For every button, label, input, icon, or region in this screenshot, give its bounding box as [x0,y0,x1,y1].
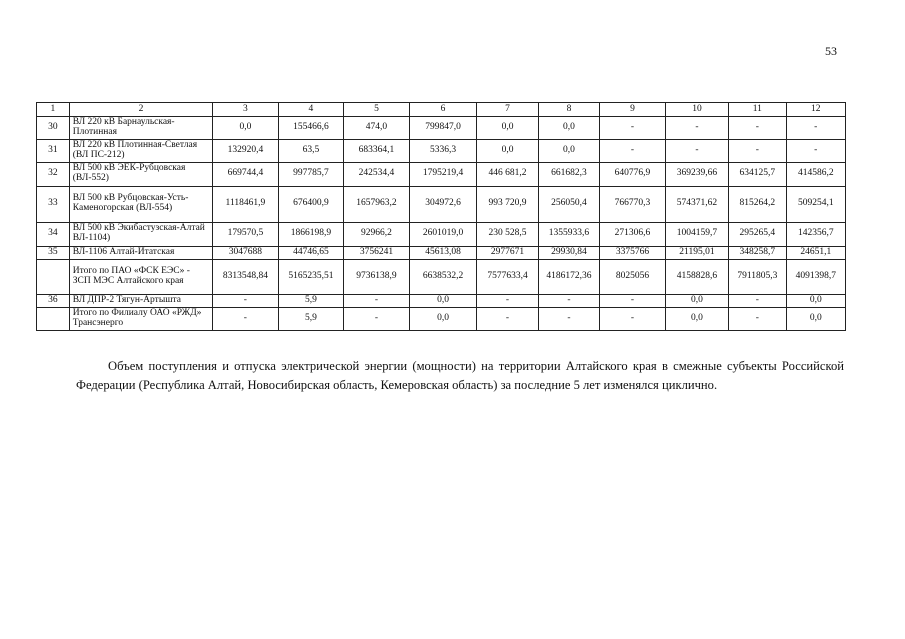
table-row [37,186,846,222]
row-number-cell: 31 [37,139,70,162]
value-cell: 4158828,6 [665,259,728,294]
row-number-cell: 35 [37,246,70,259]
value-cell: 1355933,6 [538,222,599,246]
value-cell: 993 720,9 [477,186,538,222]
table-row [37,246,846,259]
value-cell: 142356,7 [786,222,845,246]
value-cell: - [665,117,728,140]
value-cell: 640776,9 [600,162,666,186]
value-cell: 4091398,7 [786,259,845,294]
value-cell: 6638532,2 [409,259,477,294]
value-cell: 0,0 [786,307,845,330]
value-cell: 446 681,2 [477,162,538,186]
value-cell: - [786,139,845,162]
value-cell: 474,0 [344,117,410,140]
value-cell: 815264,2 [729,186,786,222]
row-name-cell: ВЛ 500 кВ Рубцовская-Усть-Каменогорская (ВЛ-554) [69,186,212,222]
page-number: 53 [825,44,837,58]
table-row [37,307,846,330]
value-cell: 8025056 [600,259,666,294]
row-name-cell: ВЛ 500 кВ Экибастузская-Алтай ВЛ-1104) [69,222,212,246]
value-cell: - [213,294,279,307]
table-row [37,294,846,307]
value-cell: 0,0 [665,294,728,307]
row-number-cell: 30 [37,117,70,140]
value-cell: - [729,294,786,307]
column-header: 3 [213,103,279,117]
value-cell: 9736138,9 [344,259,410,294]
value-cell: 8313548,84 [213,259,279,294]
value-cell: 661682,3 [538,162,599,186]
value-cell: 45613,08 [409,246,477,259]
value-cell: 179570,5 [213,222,279,246]
value-cell: - [600,117,666,140]
value-cell: 1795219,4 [409,162,477,186]
value-cell: - [786,117,845,140]
row-number-cell [37,259,70,294]
value-cell: 21195,01 [665,246,728,259]
row-name-cell: ВЛ 220 кВ Барнаульская-Плотинная [69,117,212,140]
value-cell: - [538,307,599,330]
value-cell: - [477,307,538,330]
value-cell: 683364,1 [344,139,410,162]
value-cell: - [344,307,410,330]
row-number-cell: 34 [37,222,70,246]
column-header: 7 [477,103,538,117]
value-cell: 509254,1 [786,186,845,222]
row-name-cell: Итого по Филиалу ОАО «РЖД» Трансэнерго [69,307,212,330]
value-cell: 766770,3 [600,186,666,222]
row-number-cell: 32 [37,162,70,186]
value-cell: 3375766 [600,246,666,259]
row-name-cell: ВЛ 220 кВ Плотинная-Светлая (ВЛ ПС-212) [69,139,212,162]
value-cell: 242534,4 [344,162,410,186]
value-cell: 997785,7 [278,162,344,186]
value-cell: 0,0 [665,307,728,330]
value-cell: - [213,307,279,330]
column-header: 12 [786,103,845,117]
value-cell: 0,0 [786,294,845,307]
column-header: 2 [69,103,212,117]
value-cell: - [600,307,666,330]
value-cell: 0,0 [538,117,599,140]
row-name-cell: ВЛ-1106 Алтай-Итатская [69,246,212,259]
value-cell: 295265,4 [729,222,786,246]
value-cell: 5,9 [278,294,344,307]
column-header: 1 [37,103,70,117]
value-cell: 5,9 [278,307,344,330]
value-cell: 669744,4 [213,162,279,186]
value-cell: 0,0 [213,117,279,140]
value-cell: 3047688 [213,246,279,259]
value-cell: 7577633,4 [477,259,538,294]
value-cell: - [729,139,786,162]
value-cell: 369239,66 [665,162,728,186]
row-number-cell [37,307,70,330]
value-cell: 304972,6 [409,186,477,222]
body-paragraph: Объем поступления и отпуска электрической энергии (мощности) на территории Алтайского края в смежные субъекты Российской Федерации (Республика Алтай, Новосибирская область, Кемеровская область) за последние 5 лет изменялся циклично. [76,359,844,392]
row-number-cell: 33 [37,186,70,222]
value-cell: - [729,307,786,330]
table-body [37,117,846,331]
value-cell: 132920,4 [213,139,279,162]
value-cell: 0,0 [477,139,538,162]
value-cell: 1004159,7 [665,222,728,246]
value-cell: 348258,7 [729,246,786,259]
row-name-cell: Итого по ПАО «ФСК ЕЭС» - ЗСП МЭС Алтайского края [69,259,212,294]
value-cell: 3756241 [344,246,410,259]
table-row [37,222,846,246]
table-row [37,162,846,186]
header-row [37,103,846,117]
value-cell: 0,0 [538,139,599,162]
row-name-cell: ВЛ 500 кВ ЭЕК-Рубцовская (ВЛ-552) [69,162,212,186]
value-cell: 414586,2 [786,162,845,186]
value-cell: 256050,4 [538,186,599,222]
column-header: 11 [729,103,786,117]
row-name-cell: ВЛ ДПР-2 Тягун-Артышта [69,294,212,307]
value-cell: 5336,3 [409,139,477,162]
value-cell: 44746,65 [278,246,344,259]
value-cell: 271306,6 [600,222,666,246]
row-number-cell: 36 [37,294,70,307]
value-cell: 676400,9 [278,186,344,222]
value-cell: 1866198,9 [278,222,344,246]
value-cell: 92966,2 [344,222,410,246]
value-cell: - [538,294,599,307]
value-cell: 2601019,0 [409,222,477,246]
value-cell: 155466,6 [278,117,344,140]
value-cell: 29930,84 [538,246,599,259]
column-header: 9 [600,103,666,117]
value-cell: - [729,117,786,140]
value-cell: 63,5 [278,139,344,162]
value-cell: 5165235,51 [278,259,344,294]
value-cell: 4186172,36 [538,259,599,294]
value-cell: 2977671 [477,246,538,259]
value-cell: 0,0 [477,117,538,140]
value-cell: 574371,62 [665,186,728,222]
value-cell: - [477,294,538,307]
value-cell: 0,0 [409,307,477,330]
value-cell: 799847,0 [409,117,477,140]
value-cell: 1118461,9 [213,186,279,222]
value-cell: 1657963,2 [344,186,410,222]
value-cell: 0,0 [409,294,477,307]
column-header: 8 [538,103,599,117]
table-row [37,139,846,162]
column-header: 4 [278,103,344,117]
value-cell: - [665,139,728,162]
value-cell: - [344,294,410,307]
value-cell: 634125,7 [729,162,786,186]
table-row [37,259,846,294]
value-cell: 24651,1 [786,246,845,259]
column-header: 6 [409,103,477,117]
value-cell: - [600,139,666,162]
data-table [36,102,846,331]
value-cell: - [600,294,666,307]
column-header: 5 [344,103,410,117]
table-row [37,117,846,140]
value-cell: 230 528,5 [477,222,538,246]
column-header: 10 [665,103,728,117]
value-cell: 7911805,3 [729,259,786,294]
